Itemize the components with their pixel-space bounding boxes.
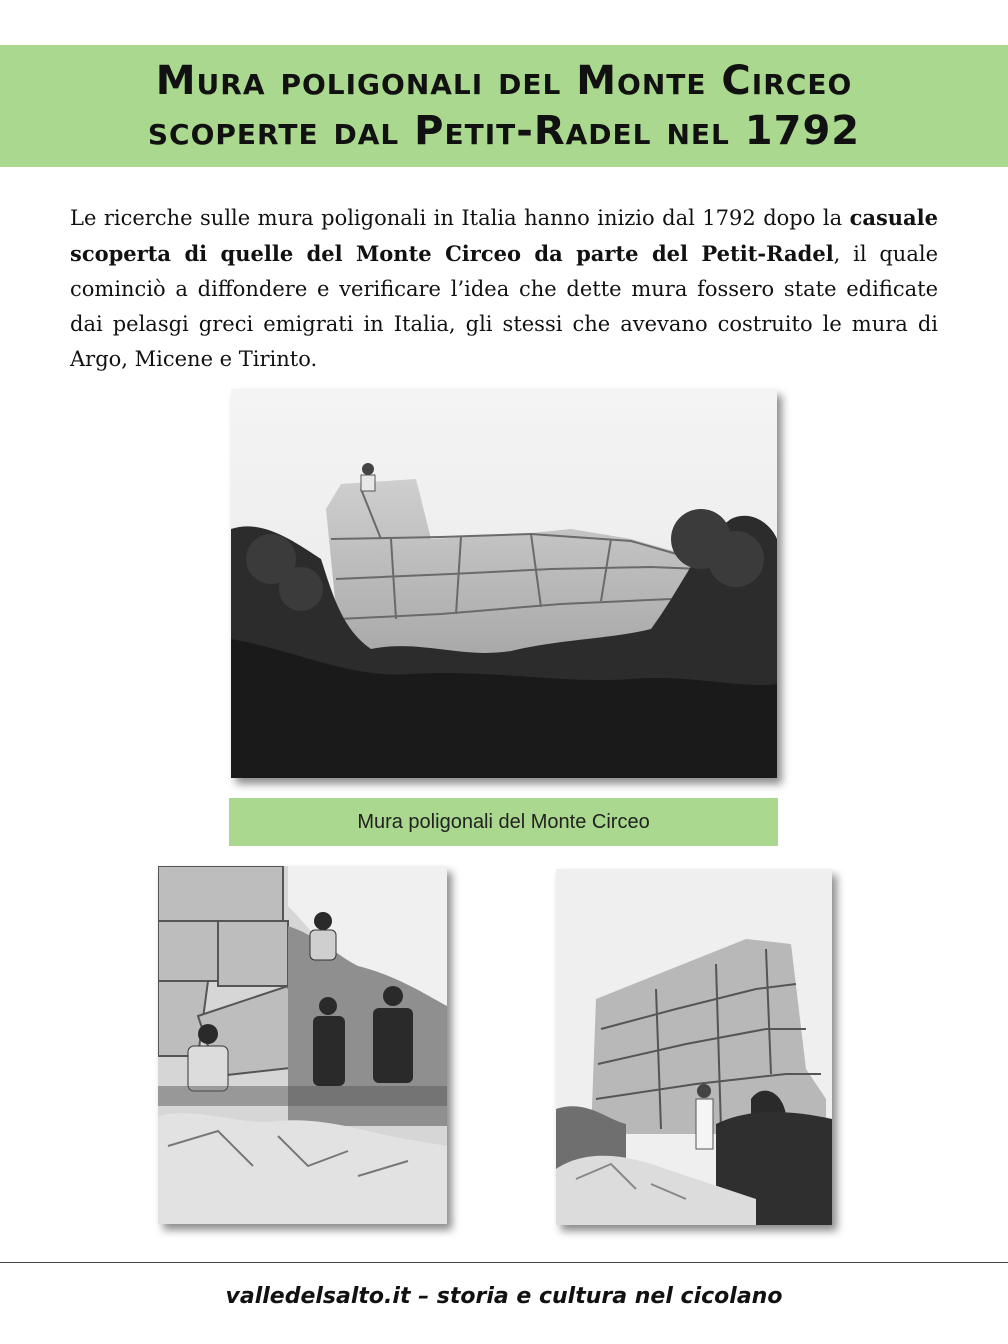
intro-paragraph xyxy=(70,200,938,377)
intro-text-start: Le ricerche sulle mura poligonali in Italia hanno inizio dal 1792 dopo la xyxy=(70,206,850,230)
footer-divider xyxy=(0,1262,1008,1263)
photo-monte-circeo-wall xyxy=(231,389,777,778)
photo-tall-wall-with-woman xyxy=(556,869,832,1225)
page-title-line-2: scoperte dal Petit-Radel nel 1792 xyxy=(147,108,861,154)
footer-site-credit: valledelsalto.it – storia e cultura nel cicolano xyxy=(225,1284,783,1309)
title-banner xyxy=(0,45,1008,167)
photo-visitors-at-wall xyxy=(158,866,447,1224)
intro-text-bold: casuale scoperta di quelle del Monte Circeo da parte del Petit-Radel xyxy=(70,205,938,266)
photo-caption: Mura poligonali del Monte Circeo xyxy=(229,798,778,846)
intro-text-end: , il quale cominciò a diffondere e verificare l’idea che dette mura fossero state edificate dai pelasgi greci emigrati in Italia, gli stessi che avevano costruito le mura di Argo, Micene e Tirinto. xyxy=(70,242,938,371)
page-title-line-1: Mura poligonali del Monte Circeo xyxy=(155,58,853,104)
